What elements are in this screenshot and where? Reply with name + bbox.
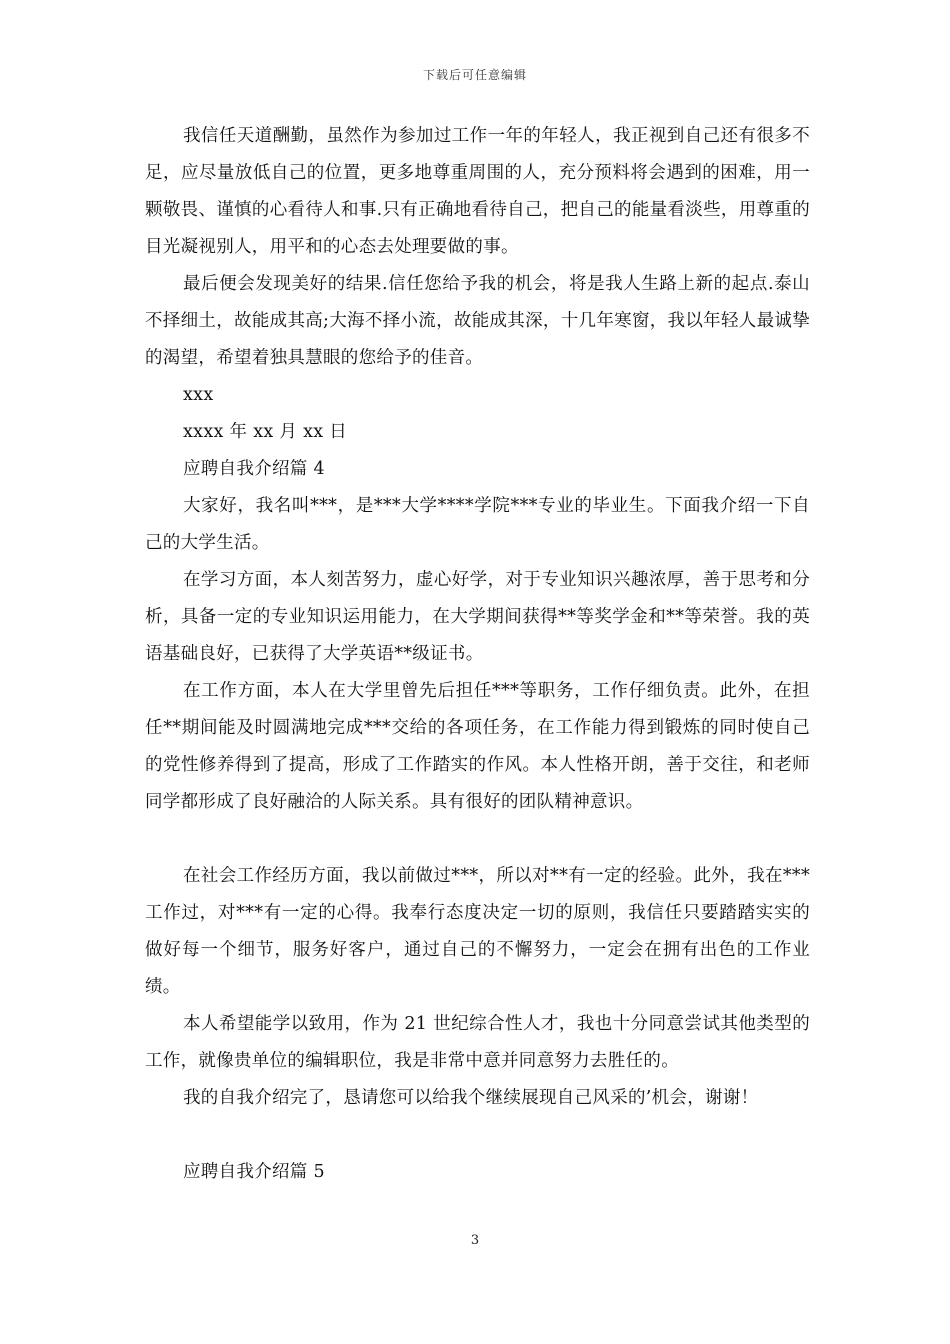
paragraph-gap <box>145 821 810 858</box>
paragraph: 在学习方面，本人刻苦努力，虚心好学，对于专业知识兴趣浓厚，善于思考和分析，具备一定的专业知识运用能力，在大学期间获得**等奖学金和**等荣誉。我的英语基础良好，已获得了大学英语**级证书。 <box>145 570 810 664</box>
paragraph: 我信任天道酬勤，虽然作为参加过工作一年的年轻人，我正视到自己还有很多不足，应尽量放低自己的位置，更多地尊重周围的人，充分预料将会遇到的困难，用一颗敬畏、谨慎的心看待人和事.只有正确地看待自己，把自己的能量看淡些，用尊重的目光凝视别人，用平和的心态去处理要做的事。 <box>145 126 810 257</box>
section-title: 应聘自我介绍篇 5 <box>183 1162 325 1182</box>
signature-date: xxxx 年 xx 月 xx 日 <box>183 422 348 442</box>
paragraph: 大家好，我名叫***，是***大学****学院***专业的毕业生。下面我介绍一下自己的大学生活。 <box>145 496 810 553</box>
paragraph: 最后便会发现美好的结果.信任您给予我的机会，将是我人生路上新的起点.泰山不择细土，故能成其高;大海不择小流，故能成其深，十几年寒窗，我以年轻人最诚挚的渴望，希望着独具慧眼的您给予的佳音。 <box>145 274 810 368</box>
paragraph: 本人希望能学以致用，作为 21 世纪综合性人才，我也十分同意尝试其他类型的工作，就像贵单位的编辑职位，我是非常中意并同意努力去胜任的。 <box>145 1014 810 1071</box>
signature-name: xxx <box>183 385 214 405</box>
paragraph: 我的自我介绍完了，恳请您可以给我个继续展现自己风采的’机会，谢谢！ <box>183 1088 759 1108</box>
document-body <box>145 118 810 1191</box>
page-header: 下载后可任意编辑 <box>422 68 527 82</box>
paragraph: 在工作方面，本人在大学里曾先后担任***等职务，工作仔细负责。此外，在担任**期间能及时圆满地完成***交给的各项任务，在工作能力得到锻炼的同时使自己的党性修养得到了提高，形成了工作踏实的作风。本人性格开朗，善于交往，和老师同学都形成了良好融洽的人际关系。具有很好的团队精神意识。 <box>145 681 810 812</box>
section-title: 应聘自我介绍篇 4 <box>183 459 325 479</box>
page-number: 3 <box>470 1233 480 1248</box>
paragraph: 在社会工作经历方面，我以前做过***，所以对**有一定的经验。此外，我在***工作过，对***有一定的心得。我奉行态度决定一切的原则，我信任只要踏踏实实的做好每一个细节，服务好客户，通过自己的不懈努力，一定会在拥有出色的工作业绩。 <box>145 866 810 997</box>
paragraph-gap <box>145 1117 810 1154</box>
